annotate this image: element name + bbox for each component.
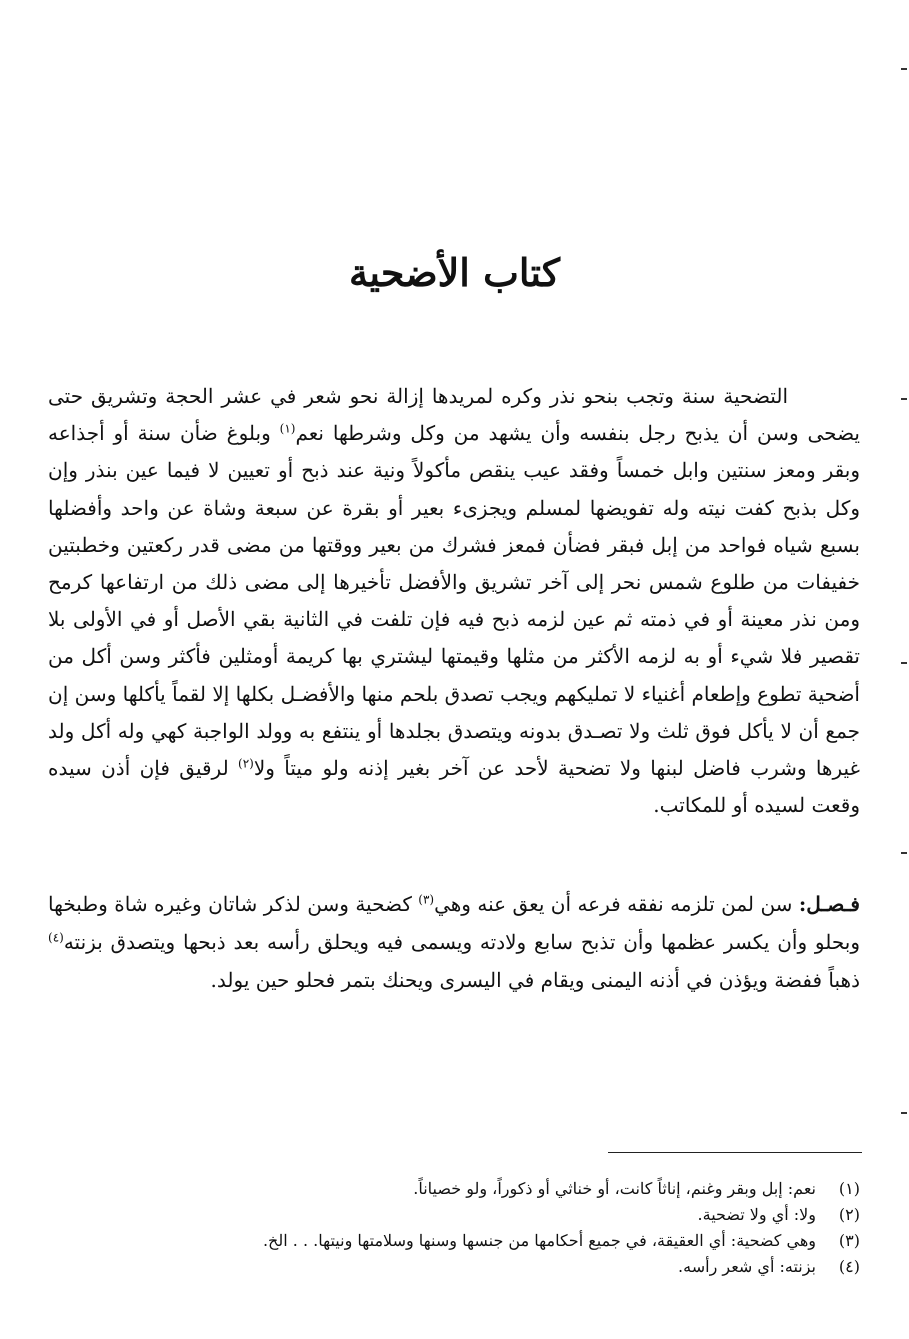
footnote-2	[48, 1202, 860, 1228]
footnote-text: وهي كضحية: أي العقيقة، في جميع أحكامها من جنسها وسنها وسلامتها ونيتها. . . الخ.	[262, 1231, 816, 1250]
footnote-text: ولا: أي ولا تضحية.	[697, 1205, 816, 1224]
footnote-text: نعم: إبل وبقر وغنم، إناثاً كانت، أو خناثي أو ذكوراً، ولو خصياناً.	[413, 1179, 816, 1198]
footnote-ref-3[interactable]: (٣)	[418, 892, 435, 907]
footnote-divider	[608, 1152, 862, 1153]
section-part-1: سن لمن تلزمه نفقه فرعه أن يعق عنه وهي	[434, 892, 799, 916]
margin-tick	[901, 398, 907, 400]
footnote-number: (٣)	[838, 1231, 860, 1250]
margin-tick	[901, 852, 907, 854]
footnote-ref-4[interactable]: (٤)	[48, 930, 64, 945]
footnote-number: (٤)	[838, 1257, 860, 1276]
margin-tick	[901, 1112, 907, 1114]
footnote-3	[48, 1228, 860, 1254]
paragraph-1-part-2: وبلوغ ضأن سنة أو أجذاعه وبقر ومعز سنتين وابل خمساً وفقد عيب ينقص مأكولاً ونية عند ذبح أو تعيين لا فيما عين بنذر وإن وكل بذبح كفت نيته وله تفويضها لمسلم ويجزىء بعير أو بقرة عن سبعة وشاة عن واحد وأفضلها بسبع شياه فواحد من إبل فبقر فضأن فمعز فشرك من بعير ووقتها من مضى قدر ركعتين وخطبتين خفيفات من طلوع شمس نحر إلى آخر تشريق والأفضل تأخيرها إلى مضى ذلك من ارتفاعها كرمح ومن نذر معينة أو في ذمته ثم عين لزمه ذبح فيه فإن تلفت في الثانية بقي الأصل أو في الأولى بلا تقصير فلا شيء أو به لزمه الأكثر من مثلها وقيمتها ليشتري بها كريمة أومثلين فأكثر وسن أكل من أضحية تطوع وإطعام أغنياء لا تمليكهم ويجب تصدق بلحم منها والأفضـل بكلها إلا لقماً يأكلها وسن إن جمع أن لا يأكل فوق ثلث ولا تصـدق بدونه ويتصدق بجلدها أو ينتفع به وولد الواجبة كهي وله أكل ولد غيرها وشرب فاضل لبنها ولا تضحية لأحد عن آخر بغير إذنه ولو ميتاً ولا	[48, 421, 861, 781]
page-title: كتاب الأضحية	[348, 250, 560, 295]
footnote-ref-2[interactable]: (٢)	[238, 756, 254, 771]
footnote-1	[48, 1176, 860, 1202]
footnote-number: (١)	[838, 1179, 860, 1198]
footnote-text: بزنته: أي شعر رأسه.	[678, 1257, 816, 1276]
footnote-ref-1[interactable]: (١)	[279, 421, 296, 436]
section-part-3: ذهباً ففضة ويؤذن في أذنه اليمنى ويقام في اليسرى ويحنك بتمر فحلو حين يولد.	[210, 968, 860, 992]
main-text	[48, 378, 860, 824]
footnote-number: (٢)	[838, 1205, 860, 1224]
section-part-2: كضحية وسن لذكر شاتان وغيره شاة وطبخها وبحلو وأن يكسر عظمها وأن تذبح سابع ولادته ويسمى فيه ويحلق رأسه بعد ذبحها ويتصدق بزنته	[48, 892, 860, 954]
paragraph-1	[48, 378, 860, 824]
section-paragraph	[48, 885, 860, 999]
paragraph-1-part-3: لرقيق فإن أذن سيده وقعت لسيده أو للمكاتب.	[48, 756, 860, 818]
paragraph-1-part-1: التضحية سنة وتجب بنحو نذر وكره لمريدها إزالة نحو شعر في عشر الحجة وتشريق حتى يضحى وسن أن يذبح رجل بنفسه وأن يشهد من وكل وشرطها نعم	[48, 384, 861, 446]
footnote-4	[48, 1254, 860, 1280]
margin-tick	[901, 662, 907, 664]
section-label: فـصـل:	[798, 892, 860, 916]
footnotes	[48, 1176, 860, 1280]
margin-tick	[901, 68, 907, 70]
section-fasl	[48, 885, 860, 999]
